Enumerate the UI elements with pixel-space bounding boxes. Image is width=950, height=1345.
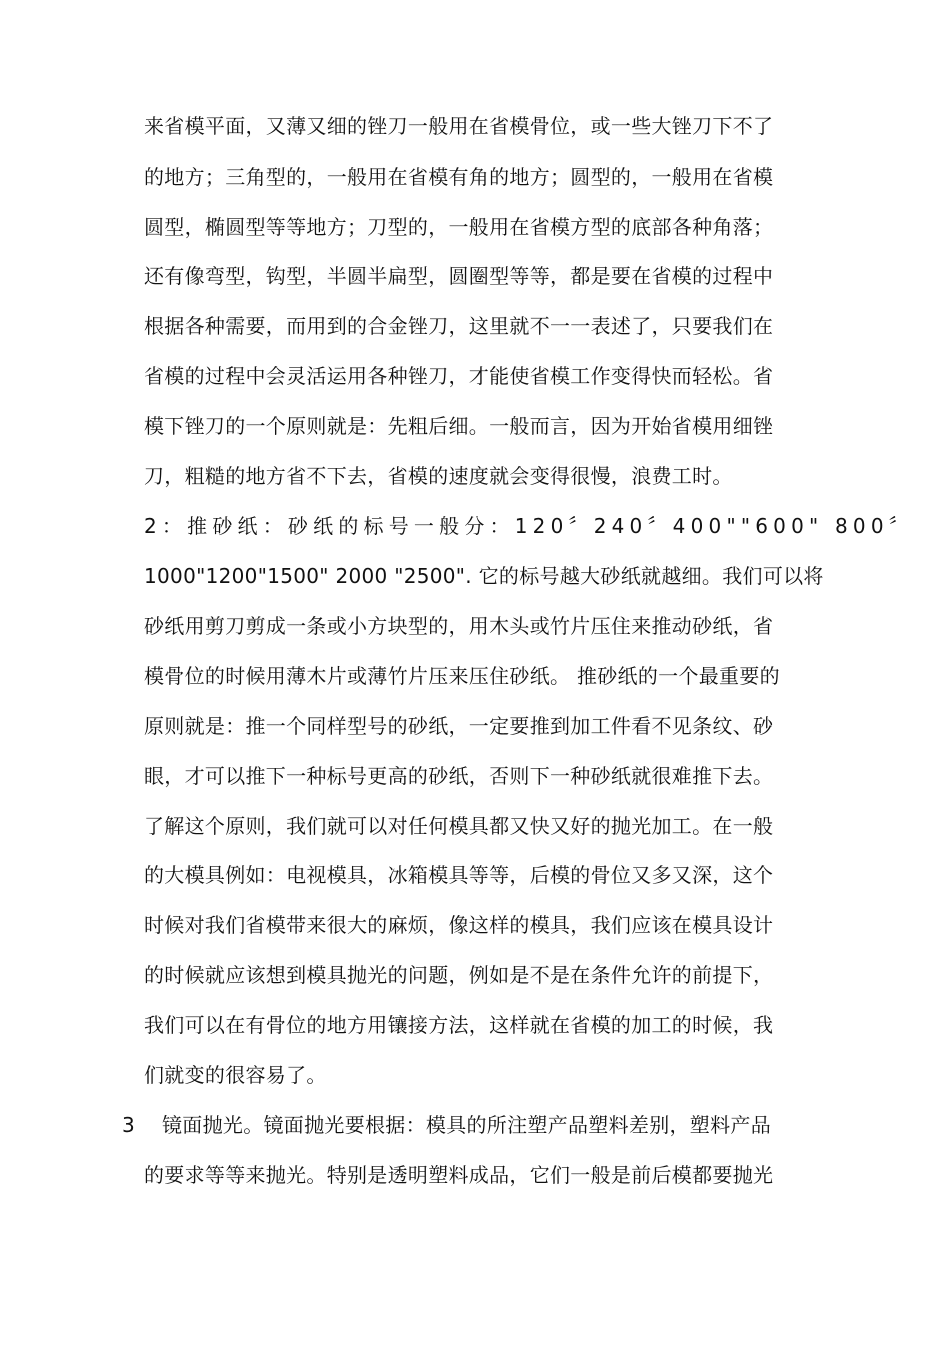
text-line: 了解这个原则，我们就可以对任何模具都又快又好的抛光加工。在一般 bbox=[144, 814, 774, 838]
text-line: 的地方；三角型的，一般用在省模有角的地方；圆型的，一般用在省模 bbox=[144, 165, 774, 189]
text-line: 眼，才可以推下一种标号更高的砂纸，否则下一种砂纸就很难推下去。 bbox=[144, 764, 774, 788]
text-line: 1000"1200"1500" 2000 "2500". 它的标号越大砂纸就越细。我们可以将 bbox=[144, 564, 824, 588]
item-number: 3 bbox=[122, 1113, 136, 1137]
text-line: 2：推砂纸：砂纸的标号一般分：120〞240〞400""600" 800〞 bbox=[144, 514, 914, 538]
text-line: 来省模平面，又薄又细的锉刀一般用在省模骨位，或一些大锉刀下不了 bbox=[144, 114, 774, 138]
text-line: 刀，粗糙的地方省不下去，省模的速度就会变得很慢，浪费工时。 bbox=[144, 464, 733, 488]
text-line: 圆型，椭圆型等等地方；刀型的，一般用在省模方型的底部各种角落； bbox=[144, 215, 774, 239]
text-line: 时候对我们省模带来很大的麻烦，像这样的模具，我们应该在模具设计 bbox=[144, 913, 774, 937]
text-line: 砂纸用剪刀剪成一条或小方块型的，用木头或竹片压住来推动砂纸，省 bbox=[144, 614, 774, 638]
text-line: 们就变的很容易了。 bbox=[144, 1063, 327, 1087]
text-line: 省模的过程中会灵活运用各种锉刀，才能使省模工作变得快而轻松。省 bbox=[144, 364, 774, 388]
text-line: 原则就是：推一个同样型号的砂纸，一定要推到加工件看不见条纹、砂 bbox=[144, 714, 774, 738]
text-line: 模骨位的时候用薄木片或薄竹片压来压住砂纸。 推砂纸的一个最重要的 bbox=[144, 664, 780, 688]
text-line: 的要求等等来抛光。特别是透明塑料成品，它们一般是前后模都要抛光 bbox=[144, 1163, 774, 1187]
text-line: 镜面抛光。镜面抛光要根据：模具的所注塑产品塑料差别，塑料产品 bbox=[162, 1113, 771, 1137]
text-line: 根据各种需要，而用到的合金锉刀，这里就不一一表述了，只要我们在 bbox=[144, 314, 774, 338]
text-line: 我们可以在有骨位的地方用镶接方法，这样就在省模的加工的时候，我 bbox=[144, 1013, 774, 1037]
text-line: 的时候就应该想到模具抛光的问题，例如是不是在条件允许的前提下， bbox=[144, 963, 774, 987]
text-line: 还有像弯型，钩型，半圆半扁型，圆圈型等等，都是要在省模的过程中 bbox=[144, 264, 774, 288]
text-line: 的大模具例如：电视模具，冰箱模具等等，后模的骨位又多又深，这个 bbox=[144, 863, 774, 887]
item-3-heading-line bbox=[122, 1112, 771, 1138]
text-line: 模下锉刀的一个原则就是：先粗后细。一般而言，因为开始省模用细锉 bbox=[144, 414, 774, 438]
